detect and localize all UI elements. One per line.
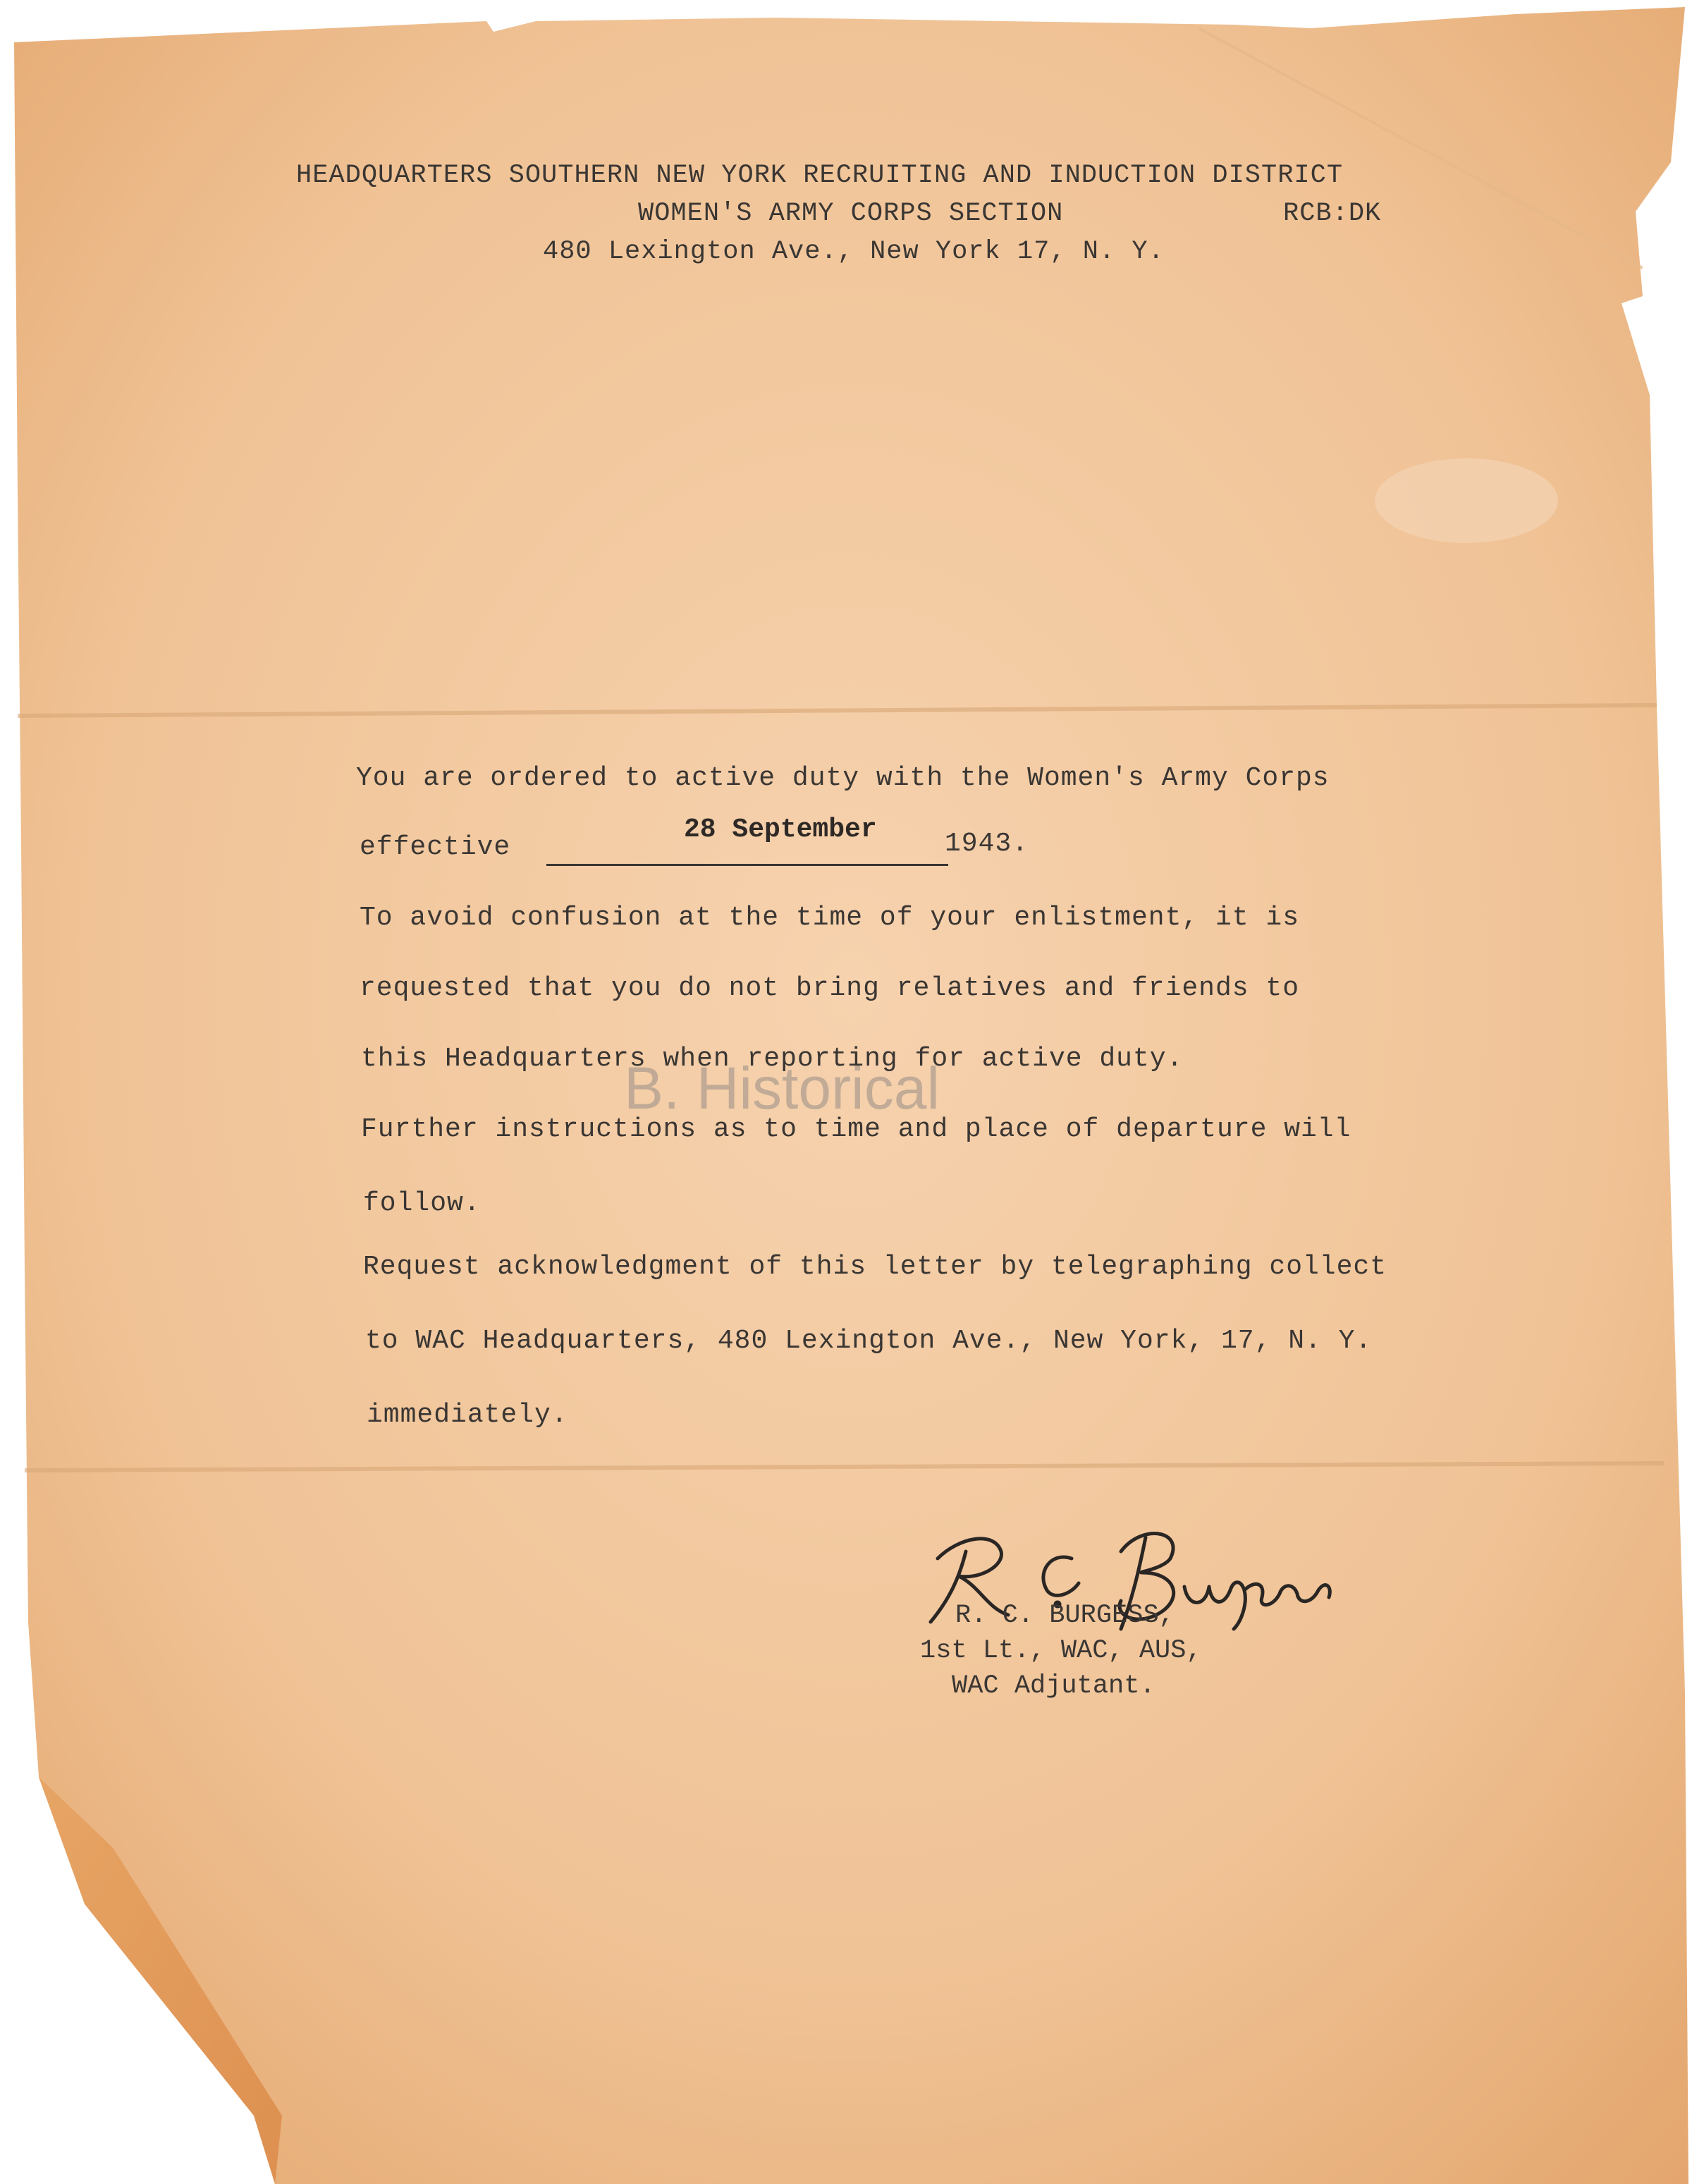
effective-label: effective xyxy=(360,832,511,862)
letterhead-line-1: HEADQUARTERS SOUTHERN NEW YORK RECRUITING AND INDUCTION DISTRICT xyxy=(296,161,1344,190)
body-line-orders: You are ordered to active duty with the Women's Army Corps xyxy=(356,763,1330,793)
body-line-request-ack: Request acknowledgment of this letter by telegraphing collect xyxy=(363,1252,1387,1282)
body-line-wac-address: to WAC Headquarters, 480 Lexington Ave., New York, 17, N. Y. xyxy=(365,1326,1373,1356)
body-line-headquarters: this Headquarters when reporting for active duty. xyxy=(361,1044,1184,1074)
body-line-requested: requested that you do not bring relatives and friends to xyxy=(360,973,1300,1003)
signer-title: WAC Adjutant. xyxy=(952,1671,1155,1701)
reference-initials: RCB:DK xyxy=(1283,199,1382,228)
effective-date: 28 September xyxy=(684,815,877,845)
watermark: B. Historical xyxy=(624,1055,940,1121)
date-underline xyxy=(546,864,948,866)
stain xyxy=(1375,458,1558,543)
signer-rank: 1st Lt., WAC, AUS, xyxy=(920,1636,1202,1666)
letterhead-line-2: WOMEN'S ARMY CORPS SECTION xyxy=(638,199,1064,228)
signer-name: R. C. BURGESS, xyxy=(955,1601,1175,1630)
body-line-further-instructions: Further instructions as to time and place of departure will xyxy=(361,1114,1351,1145)
effective-year: 1943. xyxy=(945,829,1029,859)
body-line-avoid-confusion: To avoid confusion at the time of your enlistment, it is xyxy=(360,903,1300,933)
letterhead-address: 480 Lexington Ave., New York 17, N. Y. xyxy=(543,237,1165,267)
body-line-follow: follow. xyxy=(363,1188,481,1219)
body-line-immediately: immediately. xyxy=(367,1400,568,1430)
